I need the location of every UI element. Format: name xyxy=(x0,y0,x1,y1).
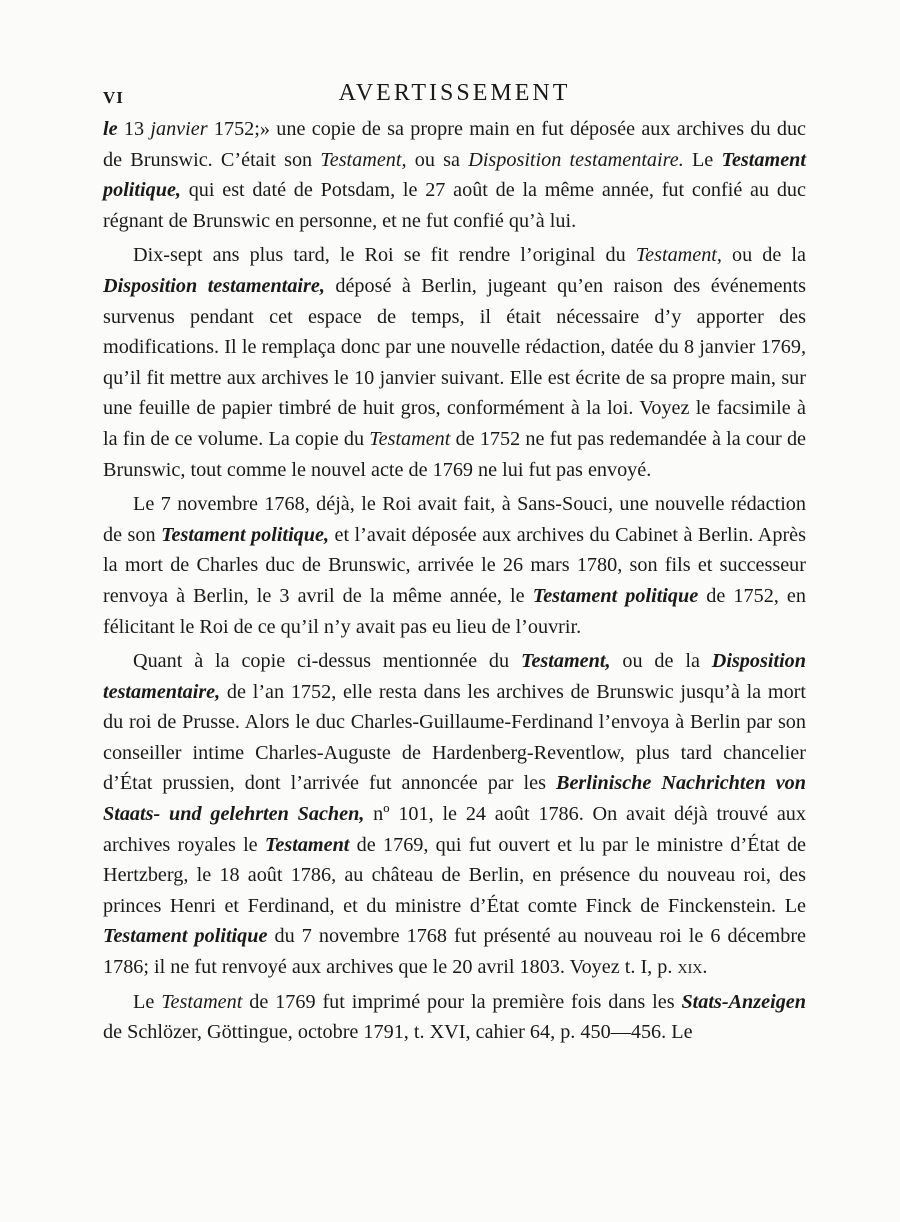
paragraph xyxy=(103,114,806,236)
text-run: qui est daté de Potsdam, le 27 août de la même année, fut confié au duc régnant de Brunswic en personne, et ne fut confié qu’à lui. xyxy=(103,179,806,232)
text-run: de 1769, qui fut ouvert et lu par le ministre d’État de Hertzberg, le 18 août 1786, au château de Berlin, en présence du nouveau roi, des princes Henri et Ferdinand, et du ministre d’État comte Finck de Finckenstein. Le xyxy=(103,833,806,917)
text-run: de Schlözer, Göttingue, octobre 1791, t. XVI, cahier 64, p. 450—456. Le xyxy=(103,1021,693,1044)
emphasized-text: Testament xyxy=(369,427,451,450)
running-title: AVERTISSEMENT xyxy=(338,80,571,106)
emphasized-text: Testament, xyxy=(635,244,722,267)
emphasized-text: Testament xyxy=(264,833,350,856)
text-run: de 1752 ne fut pas redemandée à la cour de Brunswic, tout comme le nouvel acte de 1769 ne lui fut pas envoyé. xyxy=(103,427,807,481)
emphasized-text: Testament, xyxy=(520,650,611,673)
emphasized-text: Stats-Anzeigen xyxy=(681,990,806,1013)
paragraph xyxy=(103,987,806,1048)
emphasized-text: janvier xyxy=(150,118,208,140)
text-run: ou de la xyxy=(610,650,712,673)
text-run: Quant à la copie ci-dessus mentionnée du xyxy=(133,650,521,673)
emphasized-text: Testament politique xyxy=(103,925,268,948)
text-run: nº 101, le 24 août 1786. On avait déjà trouvé aux archives royales le xyxy=(103,803,806,856)
emphasized-text: Disposition testamentaire, xyxy=(103,274,325,297)
emphasized-text: Disposition testamentaire, xyxy=(103,650,807,703)
text-run: Le 7 novembre 1768, déjà, le Roi avait fait, à Sans-Souci, une nouvelle rédaction de son xyxy=(103,493,806,546)
emphasized-text: Testament xyxy=(161,990,243,1013)
emphasized-text: Disposition testamentaire. xyxy=(468,148,684,171)
emphasized-text: Testament politique, xyxy=(103,148,806,202)
text-run: de l’an 1752, elle resta dans les archives de Brunswic jusqu’à la mort du roi de Prusse. Alors le duc Charles-Guillaume-Ferdinand l’envoya à Berlin par son conseiller intime Charles-Auguste de Hardenberg-Reventlow, plus tard chancelier d’État prussien, dont l’arrivée fut annoncée par les xyxy=(103,680,806,795)
emphasized-text: xix. xyxy=(677,956,708,979)
text-run: ou de la xyxy=(721,244,807,267)
running-head xyxy=(103,80,806,114)
emphasized-text: Berlinische Nachrichten von Staats- und gelehrten Sachen, xyxy=(103,772,806,826)
text-run: Le xyxy=(683,148,722,171)
body-text xyxy=(103,114,806,1048)
text-run: ou sa xyxy=(406,148,469,171)
document-page xyxy=(103,80,806,1048)
text-run: 13 xyxy=(123,118,151,140)
text-run: 1752;» une copie de sa propre main en fut déposée aux archives du duc de Brunswic. C’était son xyxy=(103,118,806,171)
emphasized-text: Testament politique xyxy=(532,584,699,607)
emphasized-text: Testament politique, xyxy=(161,523,330,546)
text-run: Le xyxy=(133,990,162,1013)
paragraph xyxy=(103,489,806,642)
text-run: Dix-sept ans plus tard, le Roi se fit rendre l’original du xyxy=(133,244,636,267)
emphasized-text: le xyxy=(103,118,124,140)
text-run: déposé à Berlin, jugeant qu’en raison des événements survenus pendant cet espace de temps, il était nécessaire d’y apporter des modifications. Il le remplaça donc par une nouvelle rédaction, datée du 8 janvier 1769, qu’il fit mettre aux archives le 10 janvier suivant. Elle est écrite de sa propre main, sur une feuille de papier timbré de huit gros, conformément à la loi. Voyez le facsimile à la fin de ce volume. La copie du xyxy=(103,274,806,450)
text-run: de 1769 fut imprimé pour la première fois dans les xyxy=(242,990,682,1013)
text-run: et l’avait déposée aux archives du Cabinet à Berlin. Après la mort de Charles duc de Brunswic, arrivée le 26 mars 1780, son fils et successeur renvoya à Berlin, le 3 avril de la même année, le xyxy=(103,523,806,607)
paragraph xyxy=(103,646,806,983)
paragraph xyxy=(103,240,806,485)
emphasized-text: Testament, xyxy=(320,148,407,171)
text-run: de 1752, en félicitant le Roi de ce qu’il n’y avait pas eu lieu de l’ouvrir. xyxy=(103,584,806,638)
page-number: VI xyxy=(103,88,124,107)
text-run: du 7 novembre 1768 fut présenté au nouveau roi le 6 décembre 1786; il ne fut renvoyé aux archives que le 20 avril 1803. Voyez t. I, p. xyxy=(103,925,806,979)
